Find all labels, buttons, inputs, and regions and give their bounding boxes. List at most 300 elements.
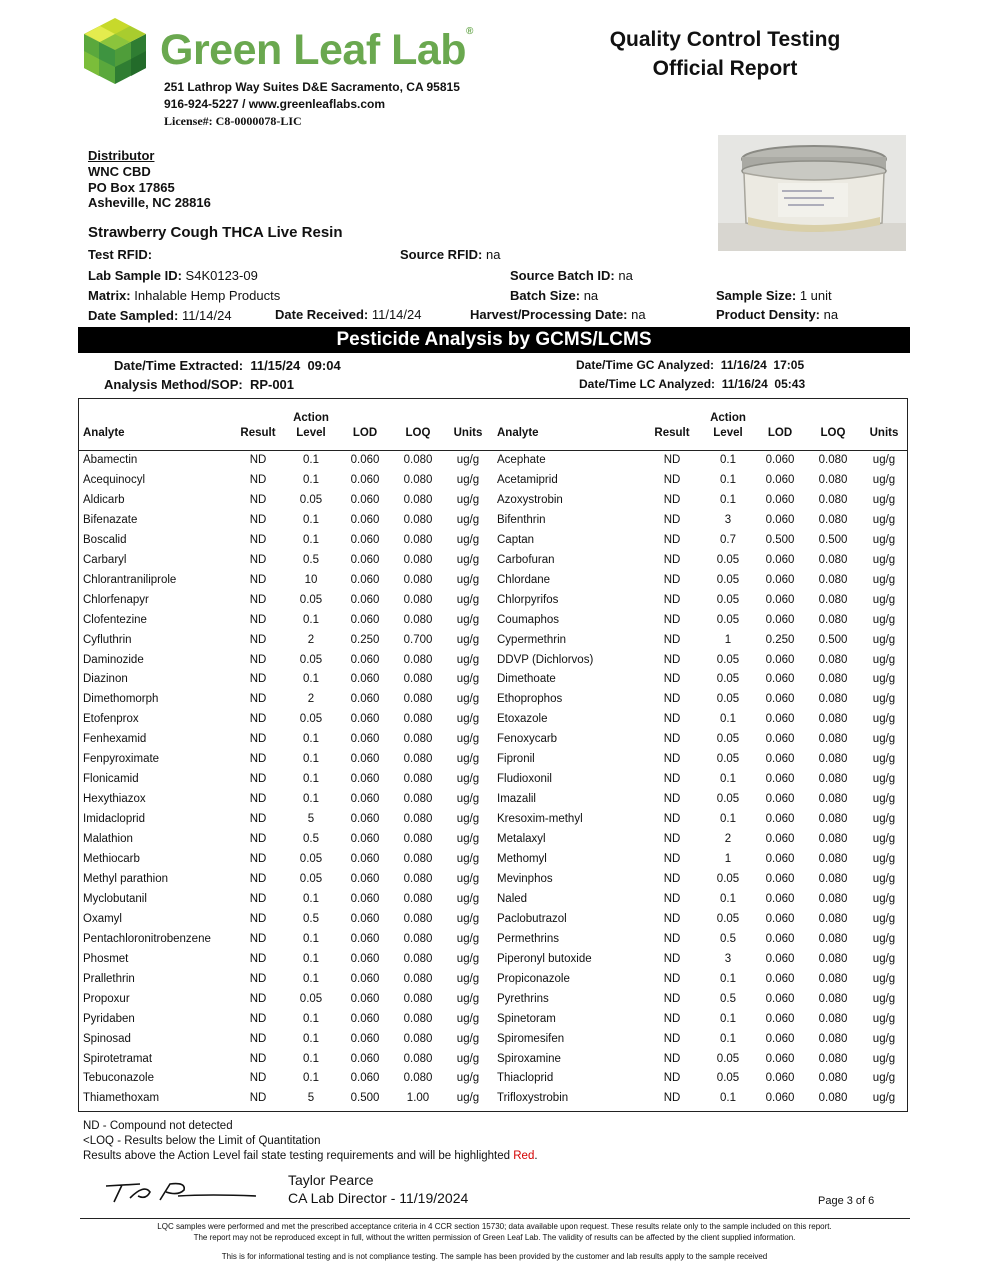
cell-units: ug/g: [456, 1032, 480, 1045]
cell-lod: 0.250: [350, 633, 380, 646]
cell-lod: 0.060: [765, 773, 795, 786]
cell-loq: 0.080: [403, 1052, 433, 1065]
source-rfid-value: na: [485, 247, 501, 262]
cell-action-level: 0.05: [716, 1052, 740, 1065]
cell-analyte: Acephate: [497, 454, 546, 466]
cell-action-level: 2: [307, 693, 315, 706]
cell-lod: 0.060: [765, 713, 795, 726]
cell-action-level: 0.1: [720, 892, 736, 905]
cell-units: ug/g: [872, 693, 896, 706]
cell-loq: 0.700: [403, 633, 433, 646]
cell-analyte: Spiroxamine: [497, 1052, 561, 1065]
cell-analyte: Oxamyl: [83, 912, 122, 925]
cell-loq: 0.080: [818, 992, 848, 1005]
harvest-date-label: Harvest/Processing Date:: [470, 307, 628, 322]
cell-analyte: Flonicamid: [83, 773, 139, 786]
cell-analyte: Methiocarb: [83, 853, 140, 865]
cell-units: ug/g: [872, 673, 896, 686]
cell-lod: 0.060: [765, 872, 795, 885]
cell-units: ug/g: [456, 553, 480, 566]
cell-units: ug/g: [456, 693, 480, 706]
cell-action-level: 0.1: [303, 733, 319, 746]
cell-analyte: Coumaphos: [497, 613, 560, 626]
cell-loq: 0.080: [818, 693, 848, 706]
cell-lod: 0.060: [765, 1072, 795, 1085]
cell-analyte: Fludioxonil: [497, 773, 552, 786]
cell-loq: 0.500: [818, 533, 848, 546]
cell-action-level: 0.1: [303, 773, 319, 786]
cell-result: ND: [663, 613, 681, 626]
cell-action-level: 0.5: [303, 912, 319, 925]
cell-action-level: 0.05: [716, 793, 740, 806]
cell-result: ND: [663, 713, 681, 726]
cell-lod: 0.060: [350, 733, 380, 746]
cell-result: ND: [249, 713, 267, 726]
cell-loq: 0.080: [403, 773, 433, 786]
cell-loq: 0.080: [403, 813, 433, 826]
cell-result: ND: [663, 593, 681, 606]
cell-lod: 0.060: [765, 932, 795, 945]
cell-units: ug/g: [872, 454, 896, 466]
cell-action-level: 0.1: [303, 932, 319, 945]
cell-lod: 0.060: [350, 573, 380, 586]
cell-loq: 0.080: [818, 513, 848, 526]
cell-result: ND: [663, 633, 681, 646]
cell-result: ND: [249, 992, 267, 1005]
cell-analyte: Propoxur: [83, 992, 130, 1005]
column-header-analyte: Analyte: [497, 427, 539, 439]
cell-loq: 0.080: [818, 932, 848, 945]
note-action-red: Red: [513, 1150, 535, 1162]
cell-units: ug/g: [872, 653, 896, 666]
product-density-label: Product Density:: [716, 307, 821, 322]
cell-loq: 0.080: [818, 593, 848, 606]
cell-analyte: Spiromesifen: [497, 1032, 565, 1045]
cell-lod: 0.060: [350, 713, 380, 726]
cell-lod: 0.060: [350, 992, 380, 1005]
harvest-date-value: na: [631, 307, 646, 322]
cell-units: ug/g: [872, 912, 896, 925]
matrix-label: Matrix:: [88, 288, 131, 303]
cell-analyte: Paclobutrazol: [497, 912, 567, 925]
column-header-result: Result: [654, 427, 690, 439]
director-signature: [100, 1178, 260, 1204]
cell-loq: 0.080: [403, 892, 433, 905]
cell-loq: 0.080: [403, 593, 433, 606]
cell-analyte: Prallethrin: [83, 972, 135, 985]
cell-action-level: 0.5: [720, 992, 736, 1005]
analysis-banner: Pesticide Analysis by GCMS/LCMS: [78, 327, 910, 353]
cell-lod: 0.500: [765, 533, 795, 546]
lab-license: License#: C8-0000078-LIC: [164, 114, 302, 128]
cell-lod: 0.060: [350, 513, 380, 526]
cell-action-level: 0.1: [720, 1092, 736, 1105]
cell-loq: 0.080: [403, 872, 433, 885]
cell-action-level: 0.1: [303, 793, 319, 806]
cell-lod: 0.060: [350, 693, 380, 706]
sample-size-value: 1 unit: [799, 288, 832, 303]
cell-loq: 0.080: [403, 853, 433, 865]
cell-lod: 0.060: [350, 1012, 380, 1025]
cell-analyte: Imazalil: [497, 793, 536, 806]
cell-analyte: Clofentezine: [83, 613, 147, 626]
cell-analyte: Spinosad: [83, 1032, 131, 1045]
cell-action-level: 0.1: [303, 513, 319, 526]
cell-units: ug/g: [872, 513, 896, 526]
footer-line-3: This is for informational testing and is not compliance testing. The sample has been provided by the customer and lab results apply to the sample received: [221, 1252, 768, 1261]
gc-row: [576, 358, 804, 372]
cell-loq: 0.080: [403, 733, 433, 746]
cell-action-level: 0.05: [716, 753, 740, 766]
cell-result: ND: [663, 892, 681, 905]
cell-units: ug/g: [872, 1012, 896, 1025]
cell-units: ug/g: [872, 553, 896, 566]
cell-units: ug/g: [872, 972, 896, 985]
cell-lod: 0.060: [350, 753, 380, 766]
cell-action-level: 0.05: [716, 872, 740, 885]
column-header-loq: LOQ: [820, 427, 846, 439]
cell-action-level: 1: [724, 853, 732, 865]
cell-analyte: Hexythiazox: [83, 793, 146, 806]
cell-action-level: 0.05: [299, 872, 323, 885]
cell-result: ND: [249, 853, 267, 865]
cell-analyte: Imidacloprid: [83, 813, 145, 826]
cell-result: ND: [249, 513, 267, 526]
cell-loq: 0.080: [818, 833, 848, 846]
cell-lod: 0.060: [350, 553, 380, 566]
cell-lod: 0.060: [350, 892, 380, 905]
cell-loq: 0.080: [818, 553, 848, 566]
cell-action-level: 0.05: [299, 713, 323, 726]
cell-action-level: 0.1: [720, 1012, 736, 1025]
cell-lod: 0.060: [765, 454, 795, 466]
lab-sample-id-value: S4K0123-09: [185, 268, 258, 283]
cell-units: ug/g: [872, 613, 896, 626]
cell-action-level: 0.1: [720, 713, 736, 726]
cell-loq: 0.080: [818, 454, 848, 466]
cell-lod: 0.500: [350, 1092, 380, 1105]
cell-result: ND: [249, 932, 267, 945]
cell-analyte: Carbaryl: [83, 553, 127, 566]
cell-lod: 0.060: [350, 793, 380, 806]
cell-result: ND: [663, 1052, 681, 1065]
cell-action-level: 10: [304, 573, 318, 586]
cell-analyte: Fenhexamid: [83, 733, 147, 746]
cell-lod: 0.060: [765, 1052, 795, 1065]
cell-units: ug/g: [456, 853, 480, 865]
extracted-row: [114, 358, 341, 373]
cell-loq: 0.080: [403, 693, 433, 706]
cell-lod: 0.060: [350, 833, 380, 846]
cell-units: ug/g: [872, 493, 896, 506]
cell-analyte: Permethrins: [497, 932, 559, 945]
cell-analyte: Piperonyl butoxide: [497, 952, 592, 965]
note-nd: ND - Compound not detected: [83, 1120, 233, 1132]
cell-analyte: Abamectin: [83, 454, 138, 466]
cell-loq: 0.080: [818, 1052, 848, 1065]
method-label: Analysis Method/SOP:: [104, 377, 243, 392]
cell-lod: 0.060: [350, 454, 380, 466]
cell-units: ug/g: [456, 932, 480, 945]
cell-lod: 0.060: [765, 972, 795, 985]
cell-lod: 0.060: [765, 1012, 795, 1025]
cell-lod: 0.060: [765, 753, 795, 766]
cell-analyte: Pyrethrins: [497, 992, 549, 1005]
cell-loq: 0.080: [403, 912, 433, 925]
source-batch-value: na: [618, 268, 633, 283]
cell-lod: 0.060: [765, 593, 795, 606]
cell-units: ug/g: [456, 912, 480, 925]
cell-result: ND: [249, 533, 267, 546]
cell-result: ND: [249, 793, 267, 806]
cell-result: ND: [663, 773, 681, 786]
cell-analyte: Diazinon: [83, 673, 128, 686]
cell-units: ug/g: [872, 633, 896, 646]
cell-units: ug/g: [872, 853, 896, 865]
cell-action-level: 0.05: [716, 673, 740, 686]
cell-result: ND: [249, 1072, 267, 1085]
method-value: RP-001: [249, 377, 295, 392]
cell-loq: 0.080: [818, 613, 848, 626]
cell-action-level: 0.1: [720, 813, 736, 826]
cell-action-level: 0.5: [303, 833, 319, 846]
cell-lod: 0.060: [765, 613, 795, 626]
footer-line-2: The report may not be reproduced except in full, without the written permission of Green Leaf Lab. The validity of results can be affected by the client supplied information.: [193, 1233, 796, 1242]
cell-result: ND: [249, 593, 267, 606]
cell-analyte: Captan: [497, 533, 535, 546]
cell-units: ug/g: [456, 952, 480, 965]
cell-loq: 0.080: [818, 952, 848, 965]
cell-result: ND: [663, 972, 681, 985]
cell-units: ug/g: [456, 533, 480, 546]
cell-lod: 0.060: [765, 813, 795, 826]
cell-loq: 0.080: [403, 1032, 433, 1045]
cell-units: ug/g: [872, 872, 896, 885]
lc-row: [579, 377, 805, 391]
cell-lod: 0.250: [765, 633, 795, 646]
lc-label: Date/Time LC Analyzed:: [579, 377, 716, 391]
cell-action-level: 0.1: [720, 1032, 736, 1045]
cell-action-level: 0.1: [303, 753, 319, 766]
product-density-value: na: [823, 307, 839, 322]
cell-units: ug/g: [872, 713, 896, 726]
green-leaf-lab-logo-icon: [80, 16, 150, 86]
column-header-result: Result: [240, 427, 276, 439]
cell-action-level: 0.1: [303, 892, 319, 905]
gc-value: 11/16/24 17:05: [720, 358, 805, 372]
cell-units: ug/g: [456, 833, 480, 846]
cell-action-level: 0.1: [720, 493, 736, 506]
footer-line-1: LQC samples were performed and met the prescribed acceptance criteria in 4 CCR section 15730; data available upon request. These results relate only to the sample included on this report.: [157, 1222, 832, 1231]
cell-units: ug/g: [872, 733, 896, 746]
cell-result: ND: [249, 454, 267, 466]
cell-loq: 0.080: [403, 573, 433, 586]
cell-action-level: 5: [307, 813, 315, 826]
cell-result: ND: [249, 493, 267, 506]
cell-units: ug/g: [872, 992, 896, 1005]
cell-action-level: 1: [724, 633, 732, 646]
cell-loq: 0.080: [403, 513, 433, 526]
cell-result: ND: [663, 454, 681, 466]
cell-action-level: 0.1: [303, 454, 319, 466]
cell-lod: 0.060: [350, 912, 380, 925]
cell-units: ug/g: [872, 952, 896, 965]
cell-lod: 0.060: [350, 952, 380, 965]
cell-lod: 0.060: [350, 493, 380, 506]
cell-analyte: Methyl parathion: [83, 872, 169, 885]
cell-lod: 0.060: [350, 932, 380, 945]
source-batch-label: Source Batch ID:: [510, 268, 615, 283]
cell-units: ug/g: [872, 932, 896, 945]
batch-size-value: na: [583, 288, 599, 303]
cell-action-level: 0.1: [720, 454, 736, 466]
page-number: Page 3 of 6: [818, 1195, 875, 1207]
cell-result: ND: [663, 753, 681, 766]
cell-units: ug/g: [872, 813, 896, 826]
cell-analyte: Acetamiprid: [497, 473, 558, 486]
cell-lod: 0.060: [350, 773, 380, 786]
cell-units: ug/g: [456, 972, 480, 985]
cell-lod: 0.060: [765, 992, 795, 1005]
cell-loq: 0.080: [403, 613, 433, 626]
cell-action-level: 0.5: [720, 932, 736, 945]
logo-wordmark: Green Leaf Lab®: [160, 26, 473, 74]
cell-units: ug/g: [872, 1072, 896, 1085]
cell-action-level: 0.05: [716, 593, 740, 606]
cell-analyte: Metalaxyl: [497, 833, 546, 846]
lab-sample-id-label: Lab Sample ID:: [88, 268, 182, 283]
cell-result: ND: [249, 872, 267, 885]
cell-units: ug/g: [872, 533, 896, 546]
cell-result: ND: [663, 733, 681, 746]
cell-action-level: 0.05: [716, 613, 740, 626]
cell-units: ug/g: [456, 713, 480, 726]
cell-action-level: 0.05: [716, 1072, 740, 1085]
cell-lod: 0.060: [765, 912, 795, 925]
note-action-text: Results above the Action Level fail state testing requirements and will be highlighted: [83, 1150, 511, 1162]
cell-units: ug/g: [872, 1032, 896, 1045]
cell-lod: 0.060: [765, 1092, 795, 1105]
cell-lod: 0.060: [765, 653, 795, 666]
distributor-address-1: PO Box 17865: [88, 180, 175, 195]
cell-action-level: 0.05: [716, 573, 740, 586]
cell-result: ND: [663, 693, 681, 706]
cell-units: ug/g: [456, 892, 480, 905]
cell-action-level: 3: [724, 513, 732, 526]
cell-analyte: Dimethoate: [497, 673, 556, 686]
cell-analyte: Trifloxystrobin: [497, 1092, 569, 1105]
cell-units: ug/g: [872, 473, 896, 486]
cell-action-level: 0.1: [720, 773, 736, 786]
cell-loq: 0.080: [818, 1072, 848, 1085]
cell-loq: 0.080: [818, 673, 848, 686]
cell-lod: 0.060: [350, 853, 380, 865]
cell-units: ug/g: [456, 1052, 480, 1065]
sample-jar-photo: [718, 135, 906, 251]
cell-analyte: Ethoprophos: [497, 693, 563, 706]
date-sampled-label: Date Sampled:: [88, 308, 179, 323]
cell-result: ND: [663, 1092, 681, 1105]
cell-units: ug/g: [456, 493, 480, 506]
cell-loq: 0.080: [403, 454, 433, 466]
cell-action-level: 0.05: [716, 653, 740, 666]
cell-action-level: 0.1: [303, 1052, 319, 1065]
cell-result: ND: [663, 1072, 681, 1085]
cell-analyte: Aldicarb: [83, 493, 125, 506]
director-name: Taylor Pearce: [288, 1172, 374, 1188]
cell-loq: 0.080: [403, 653, 433, 666]
cell-analyte: Boscalid: [83, 533, 127, 546]
distributor-label: Distributor: [88, 148, 155, 163]
cell-analyte: Fenpyroximate: [83, 753, 160, 766]
cell-lod: 0.060: [350, 613, 380, 626]
cell-analyte: Spirotetramat: [83, 1052, 153, 1065]
cell-lod: 0.060: [765, 473, 795, 486]
column-header-loq: LOQ: [405, 427, 431, 439]
cell-lod: 0.060: [350, 872, 380, 885]
cell-units: ug/g: [456, 753, 480, 766]
cell-result: ND: [249, 912, 267, 925]
cell-action-level: 0.5: [303, 553, 319, 566]
cell-units: ug/g: [872, 833, 896, 846]
cell-units: ug/g: [872, 573, 896, 586]
report-title-line1: Quality Control Testing: [609, 28, 841, 51]
cell-result: ND: [249, 733, 267, 746]
cell-loq: 0.080: [403, 493, 433, 506]
cell-units: ug/g: [456, 673, 480, 686]
cell-loq: 0.080: [818, 1012, 848, 1025]
cell-loq: 0.080: [403, 553, 433, 566]
footer-rule: [80, 1218, 910, 1219]
test-rfid-label: Test RFID:: [88, 247, 153, 262]
cell-analyte: Carbofuran: [497, 553, 555, 566]
column-header-action-level: Action Level: [710, 412, 746, 439]
cell-action-level: 0.1: [720, 473, 736, 486]
cell-loq: 0.080: [818, 1092, 848, 1105]
column-header-units: Units: [869, 427, 899, 439]
cell-analyte: Pentachloronitrobenzene: [83, 932, 211, 945]
cell-result: ND: [249, 753, 267, 766]
cell-units: ug/g: [872, 593, 896, 606]
cell-analyte: Cyfluthrin: [83, 633, 132, 646]
cell-loq: 0.080: [818, 573, 848, 586]
cell-analyte: Bifenazate: [83, 513, 138, 526]
cell-result: ND: [249, 473, 267, 486]
cell-result: ND: [249, 1012, 267, 1025]
cell-action-level: 0.05: [716, 553, 740, 566]
cell-action-level: 3: [724, 952, 732, 965]
cell-action-level: 0.05: [716, 912, 740, 925]
cell-result: ND: [663, 992, 681, 1005]
cell-result: ND: [663, 853, 681, 865]
method-row: [104, 377, 294, 392]
cell-units: ug/g: [872, 1092, 896, 1105]
cell-units: ug/g: [456, 793, 480, 806]
cell-loq: 0.080: [403, 833, 433, 846]
cell-result: ND: [249, 773, 267, 786]
cell-loq: 0.080: [818, 972, 848, 985]
cell-units: ug/g: [872, 892, 896, 905]
cell-lod: 0.060: [350, 1052, 380, 1065]
cell-loq: 0.080: [818, 793, 848, 806]
cell-units: ug/g: [872, 1052, 896, 1065]
cell-lod: 0.060: [765, 733, 795, 746]
lc-value: 11/16/24 05:43: [721, 377, 806, 391]
cell-lod: 0.060: [350, 1072, 380, 1085]
cell-lod: 0.060: [350, 1032, 380, 1045]
cell-lod: 0.060: [765, 673, 795, 686]
cell-units: ug/g: [456, 633, 480, 646]
